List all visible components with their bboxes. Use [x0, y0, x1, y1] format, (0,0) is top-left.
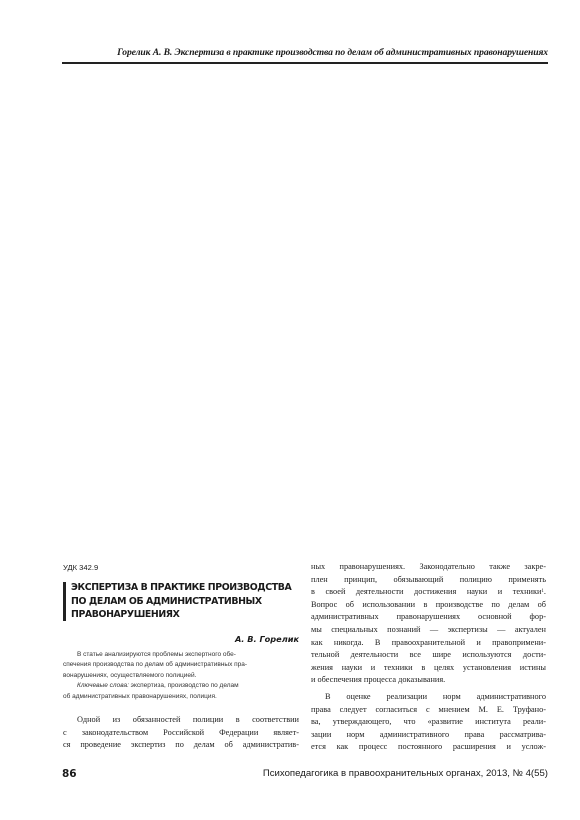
- body-line: Одной из обязанностей полиции в соответствии: [77, 715, 299, 724]
- running-header: Горелик А. В. Экспертиза в практике производства по делам об административных правонарушениях: [117, 47, 548, 58]
- body-line: жения науки и техники в целях установления истины: [311, 662, 546, 672]
- keywords-line: об административных правонарушениях, полиция.: [63, 692, 217, 700]
- title-line: ЭКСПЕРТИЗА В ПРАКТИКЕ ПРОИЗВОДСТВА: [71, 582, 292, 593]
- header-rule: [62, 62, 548, 64]
- keywords-label: Ключевые слова:: [77, 682, 129, 689]
- abstract-line: спечения производства по делам об административных пра-: [63, 661, 248, 668]
- body-line: права следует согласиться с мнением М. Е. Труфано-: [311, 704, 546, 714]
- title-line: ПО ДЕЛАМ ОБ АДМИНИСТРАТИВНЫХ: [71, 595, 262, 607]
- title-line: ПРАВОНАРУШЕНИЯХ: [71, 609, 180, 620]
- body-line: ся проведение экспертиз по делам об административ-: [63, 740, 299, 750]
- body-line: зации норм административного права рассматрива-: [311, 729, 546, 739]
- body-line: Вопрос об использовании в производстве по делам об: [311, 599, 546, 609]
- abstract-line: вонарушениях, осуществляемого полицией.: [63, 671, 197, 679]
- udc-code: УДК 342.9: [63, 563, 99, 572]
- author-name: А. В. Горелик: [234, 633, 299, 644]
- journal-citation: Психопедагогика в правоохранительных органах, 2013, № 4(55): [262, 768, 548, 779]
- body-line: и обеспечения процесса доказывания.: [311, 675, 446, 685]
- body-line: административных правонарушениях основной фор-: [311, 612, 546, 622]
- right-column: [311, 561, 546, 754]
- body-line: с законодательством Российской Федерации являет-: [63, 727, 299, 737]
- body-text: в своей деятельности достижения науки и техники: [311, 587, 542, 597]
- abstract-line: В статье анализируются проблемы экспертного обе-: [77, 650, 236, 658]
- keywords-line: [63, 681, 299, 692]
- article-title: [63, 581, 299, 622]
- body-line: тельной деятельности все шире используются дости-: [311, 650, 546, 660]
- footnote-mark[interactable]: 1: [541, 589, 544, 595]
- body-line: ется как процесс постоянного расширения и услож-: [311, 742, 546, 752]
- body-line: ных правонарушениях. Законодательно также закре-: [311, 562, 546, 571]
- keywords-text: экспертиза, производство по делам: [128, 682, 239, 689]
- title-bar: [63, 582, 66, 621]
- spacer: [63, 702, 299, 714]
- body-line: ва, утверждающего, что «развитие института реали-: [311, 717, 546, 727]
- left-column: [63, 563, 299, 752]
- body-line: плен принцип, обязывающий полицию применять: [311, 574, 546, 584]
- body-line-with-footnote: в своей деятельности достижения науки и техники$^1$.: [311, 587, 546, 597]
- body-line: В оценке реализации норм административного: [325, 691, 546, 701]
- body-line: как никогда. В правоохранительной и правопримени-: [311, 637, 546, 647]
- body-line: мы специальных познаний — экспертизы — актуален: [311, 624, 546, 634]
- abstract: [63, 650, 299, 703]
- page-number: 86: [62, 768, 77, 780]
